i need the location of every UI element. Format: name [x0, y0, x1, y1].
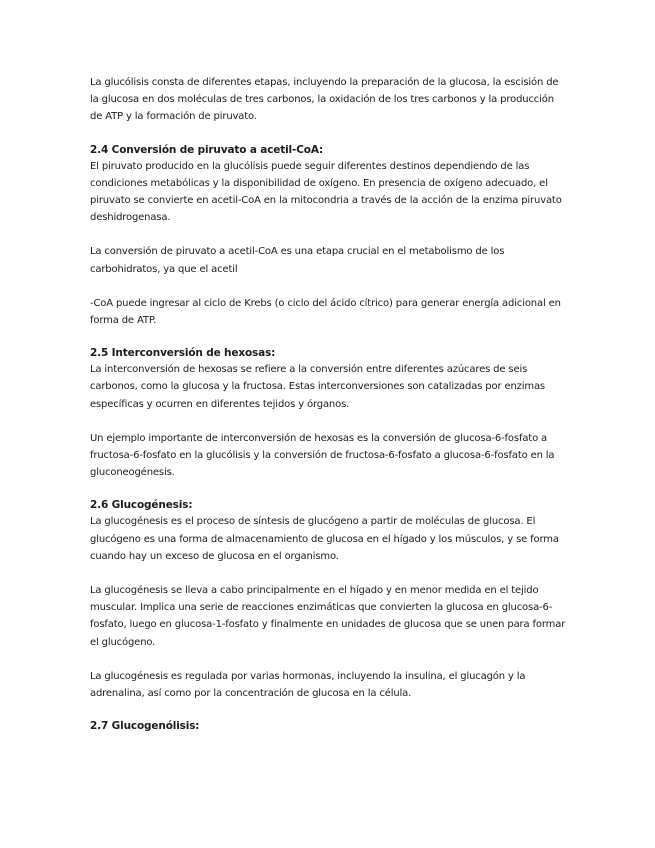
heading-2-4: 2.4 Conversión de piruvato a acetil-CoA: [90, 143, 324, 156]
section-2-6-paragraph-3: La glucogénesis es regulada por varias hormonas, incluyendo la insulina, el glucagón y la adrenalina, así como por la concentración de glucosa en la célula. [90, 670, 526, 700]
intro-paragraph: La glucólisis consta de diferentes etapas, incluyendo la preparación de la glucosa, la escisión de la glucosa en dos moléculas de tres carbonos, la oxidación de los tres carbonos y la producción de ATP y la formación de piruvato. [90, 77, 559, 123]
section-2-5-paragraph-2: Un ejemplo importante de interconversión de hexosas es la conversión de glucosa-6-fosfato a fructosa-6-fosfato en la glucólisis y la conversión de fructosa-6-fosfato a glucosa-6-fosfato en la gluconeogénesis. [90, 432, 555, 479]
heading-2-7: 2.7 Glucogenólisis: [90, 720, 200, 733]
section-2-6-paragraph-2: La glucogénesis se lleva a cabo principalmente en el hígado y en menor medida en el tejido muscular. Implica una serie de reacciones enzimáticas que convierten la glucosa en glucosa-6-fosfato, luego en glucosa-1-fosfato y finalmente en unidades de glucosa que se unen para formar el glucógeno. [90, 585, 566, 648]
heading-2-6: 2.6 Glucogénesis: [90, 499, 193, 512]
section-2-6-paragraph-1: La glucogénesis es el proceso de síntesis de glucógeno a partir de moléculas de glucosa. El glucógeno es una forma de almacenamiento de glucosa en el hígado y los músculos, y se forma cuando hay un exceso de glucosa en el organismo. [90, 516, 559, 562]
section-2-5-paragraph-1: La interconversión de hexosas se refiere a la conversión entre diferentes azúcares de seis carbonos, como la glucosa y la fructosa. Estas interconversiones son catalizadas por enzimas específicas y ocurren en diferentes tejidos y órganos. [90, 364, 545, 410]
heading-2-5: 2.5 Interconversión de hexosas: [90, 347, 276, 360]
section-2-4-paragraph-2: La conversión de piruvato a acetil-CoA es una etapa crucial en el metabolismo de los carbohidratos, ya que el acetil [90, 246, 505, 275]
document-body [90, 74, 568, 734]
section-2-4-paragraph-3: -CoA puede ingresar al ciclo de Krebs (o ciclo del ácido cítrico) para generar energía adicional en forma de ATP. [90, 297, 561, 327]
section-2-4-paragraph-1: El piruvato producido en la glucólisis puede seguir diferentes destinos dependiendo de las condiciones metabólicas y la disponibilidad de oxígeno. En presencia de oxígeno adecuado, el piruvato se convierte en acetil-CoA en la mitocondria a través de la acción de la enzima piruvato deshidrogenasa. [90, 160, 562, 224]
